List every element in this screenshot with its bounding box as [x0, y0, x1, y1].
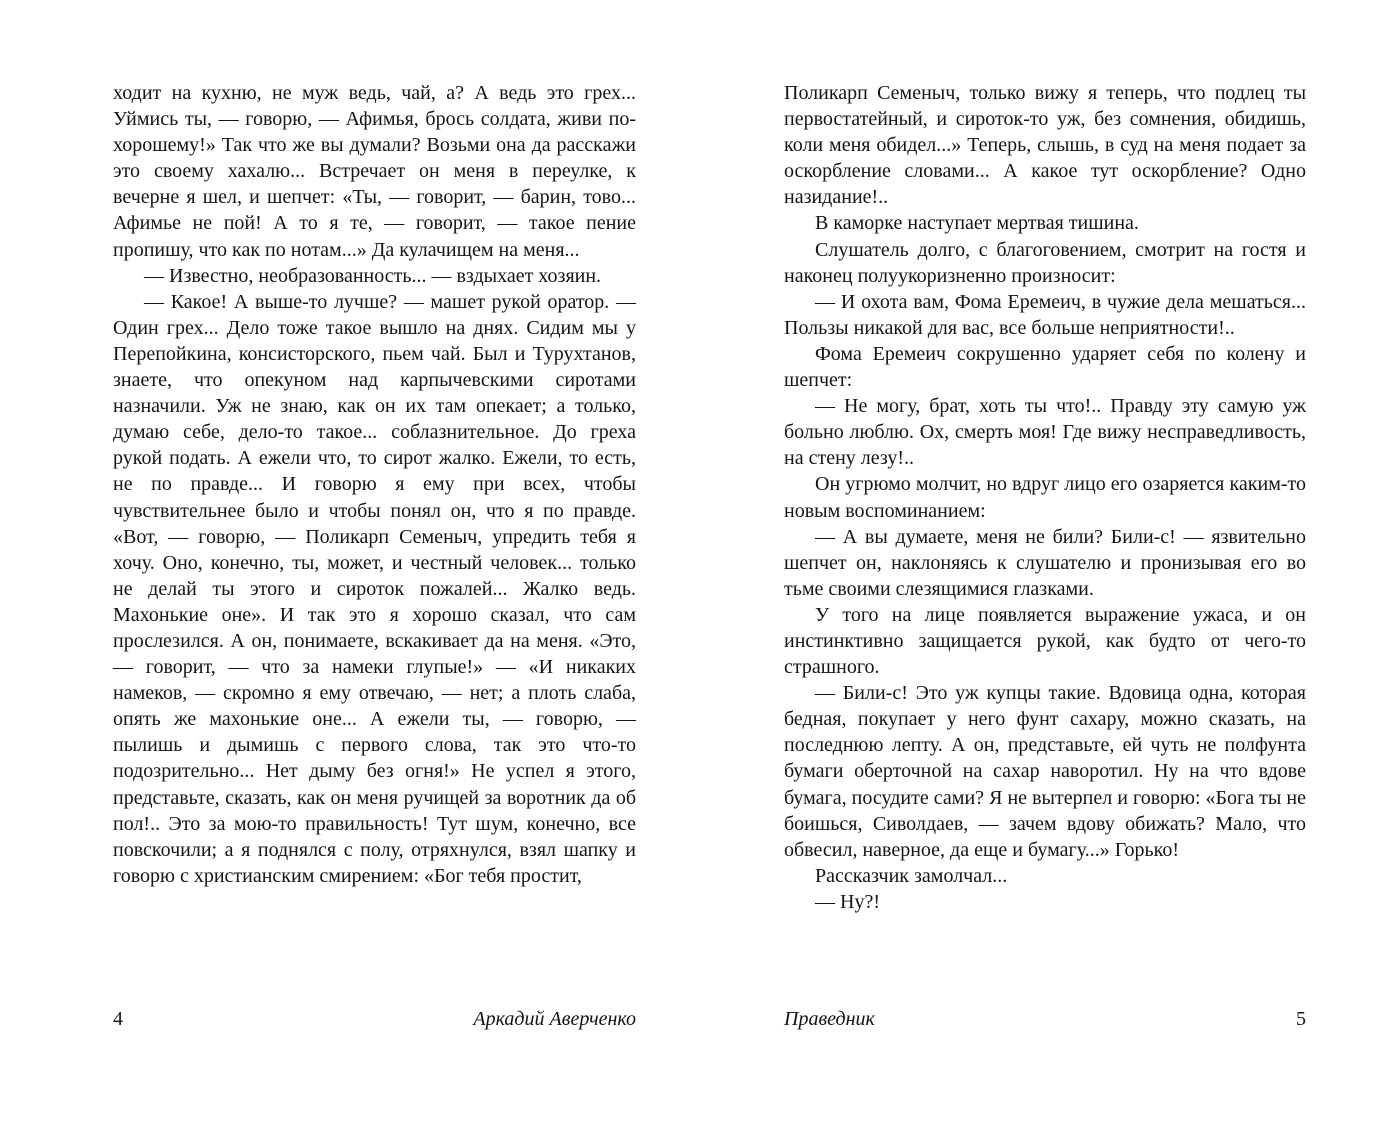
page-right-footer: [784, 1006, 1306, 1032]
paragraph: — А вы думаете, меня не били? Били-с! — язвительно шепчет он, наклоняясь к слушателю и пронизывая его во тьме своими слезящимися глазками.: [784, 525, 1306, 600]
paragraph: Фома Еремеич сокрушенно ударяет себя по колену и шепчет:: [784, 342, 1306, 392]
page-left: [113, 0, 636, 1123]
paragraph: — И охота вам, Фома Еремеич, в чужие дела мешаться... Пользы никакой для вас, все больше неприятности!..: [784, 290, 1306, 339]
paragraph: Слушатель долго, с благоговением, смотрит на гостя и наконец полуукоризненно произносит:: [784, 238, 1306, 287]
page-number-right: 5: [1296, 1008, 1306, 1030]
paragraph: — Ну?!: [815, 890, 880, 913]
page-left-text: [113, 80, 636, 889]
paragraph: Он угрюмо молчит, но вдруг лицо его озаряется каким-то новым воспоминанием:: [784, 473, 1306, 522]
page-right: [784, 0, 1306, 1123]
paragraph: В каморке наступает мертвая тишина.: [815, 212, 1139, 235]
paragraph: — Били-с! Это уж купцы такие. Вдовица одна, которая бедная, покупает у него фунт сахару, можно сказать, на последнюю лепту. А он, представьте, ей чуть не полфунта бумаги оберточной на сахар наворотил. Ну на что вдове бумага, посудите сами? Я не вытерпел и говорю: «Бога ты не боишься, Сиволдаев, — зачем вдову обижать? Мало, что обвесил, наверное, да еще и бумагу...» Горько!: [784, 682, 1306, 861]
paragraph: ходит на кухню, не муж ведь, чай, а? А ведь это грех... Уймись ты, — говорю, — Афимья, брось солдата, живи по-хорошему!» Так что же вы думали? Возьми она да расскажи это своему хахалю... Встречает он меня в переулке, к вечерне я шел, и шепчет: «Ты, — говорит, — барин, тово... Афимье не пой! А то я те, — говорит, — такое пение пропишу, что как по нотам...» Да кулачищем на меня...: [113, 82, 636, 261]
paragraph: — Какое! А выше-то лучше? — машет рукой оратор. — Один грех... Дело тоже такое вышло на днях. Сидим мы у Перепойкина, консисторского, пьем чай. Был и Турухтанов, знаете, что опекуном над карпычевскими сиротами назначили. Уж не знаю, как он их там опекает; а только, думаю себе, дело-то такое... соблазнительное. До греха рукой подать. А ежели что, то сирот жалко. Ежели, то есть, не по правде... И говорю я ему при всех, чтобы чувствительнее было и чтобы понял он, что я по правде. «Вот, — говорю, — Поликарп Семеныч, упредить тебя я хочу. Оно, конечно, ты, может, и честный человек... только не делай ты этого и сироток пожалей... Жалко ведь. Махонькие оне». И так это я хорошо сказал, что сам прослезился. А он, понимаете, вскакивает да на меня. «Это, — говорит, — что за намеки глупые!» — «И никаких намеков, — скромно я ему отвечаю, — нет; а плоть слаба, опять же махонькие оне... А ежели ты, — говорю, — пылишь и дымишь с первого слова, так это что-то подозрительно... Нет дыму без огня!» Не успел я этого, представьте, сказать, как он меня ручищей за воротник да об пол!.. Это за мою-то правильность! Тут шум, конечно, все повскочили; а я поднялся с полу, отряхнулся, взял шапку и говорю с христианским смирением: «Бог тебя простит,: [113, 290, 636, 887]
paragraph: У того на лице появляется выражение ужаса, и он инстинктивно защищается рукой, как будто от чего-то страшного.: [784, 603, 1306, 679]
page-left-footer: [113, 1006, 636, 1032]
running-footer-author: Аркадий Аверченко: [473, 1008, 636, 1030]
page-number-left: 4: [113, 1008, 123, 1030]
paragraph: — Известно, необразованность... — вздыхает хозяин.: [144, 264, 602, 287]
paragraph: Рассказчик замолчал...: [815, 864, 1008, 887]
page-right-text: [784, 80, 1306, 915]
paragraph: — Не могу, брат, хоть ты что!.. Правду эту самую уж больно люблю. Ох, смерть моя! Где вижу несправедливость, на стену лезу!..: [784, 395, 1306, 470]
running-footer-title: Праведник: [784, 1008, 875, 1030]
paragraph: Поликарп Семеныч, только вижу я теперь, что подлец ты первостатейный, и сироток-то уж, без сомнения, обидишь, коли меня обидел...» Теперь, слышь, в суд на меня подает за оскорбление словами... А какое тут оскорбление? Одно назидание!..: [784, 82, 1306, 209]
